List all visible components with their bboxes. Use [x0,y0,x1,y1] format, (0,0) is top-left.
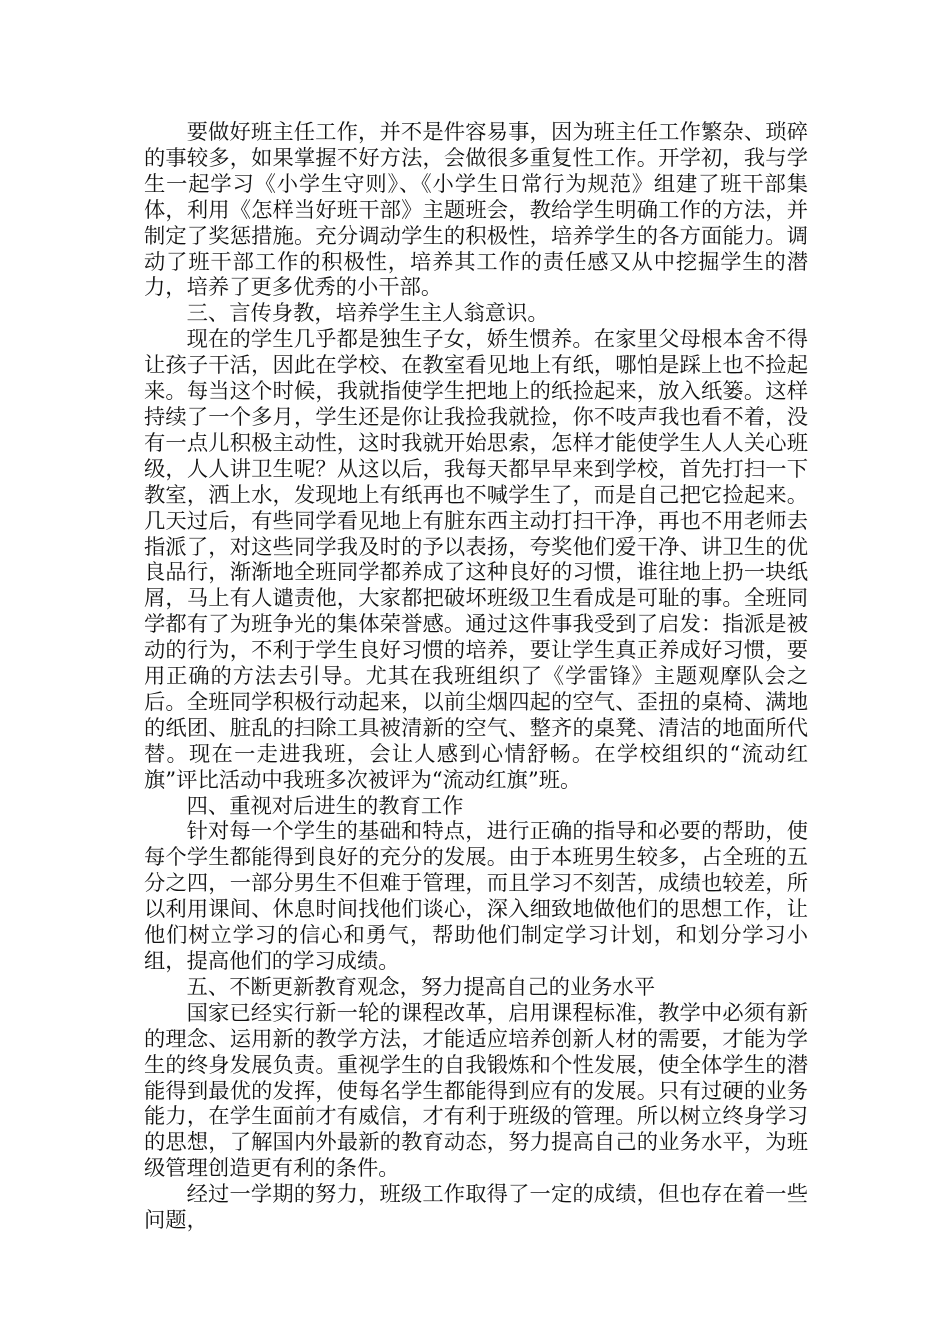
paragraph-underachievers: 针对每一个学生的基础和特点，进行正确的指导和必要的帮助，使每个学生都能得到良好的充分的发展。由于本班男生较多，占全班的五分之四，一部分男生不但难于管理，而且学习不刻苦，成绩也较差，所以利用课间、休息时间找他们谈心，深入细致地做他们的思想工作，让他们树立学习的信心和勇气，帮助他们制定学习计划，和划分学习小组，提高他们的学习成绩。 [144,819,808,974]
section-heading-4: 四、重视对后进生的教育工作 [186,793,464,819]
section-heading-3: 三、言传身教，培养学生主人翁意识。 [186,301,549,327]
paragraph-conclusion: 经过一学期的努力，班级工作取得了一定的成绩，但也存在着一些问题， [144,1182,808,1234]
paragraph-ownership: 现在的学生几乎都是独生子女，娇生惯养。在家里父母根本舍不得让孩子干活，因此在学校、在教室看见地上有纸，哪怕是踩上也不捡起来。每当这个时候，我就指使学生把地上的纸捡起来，放入纸篓。这样持续了一个多月，学生还是你让我捡我就捡，你不吱声我也看不着，没有一点儿积极主动性，这时我就开始思索，怎样才能使学生人人关心班级，人人讲卫生呢？从这以后，我每天都早早来到学校，首先打扫一下教室，洒上水，发现地上有纸再也不喊学生了，而是自己把它捡起来。几天过后，有些同学看见地上有脏东西主动打扫干净，再也不用老师去指派了，对这些同学我及时的予以表扬，夸奖他们爱干净、讲卫生的优良品行，渐渐地全班同学都养成了这种良好的习惯，谁往地上扔一块纸屑，马上有人谴责他，大家都把破坏班级卫生看成是可耻的事。全班同学都有了为班争光的集体荣誉感。通过这件事我受到了启发：指派是被动的行为，不利于学生良好习惯的培养，要让学生真正养成好习惯，要用正确的方法去引导。尤其在我班组织了《学雷锋》主题观摩队会之后。全班同学积极行动起来，以前尘烟四起的空气、歪扭的桌椅、满地的纸团、脏乱的扫除工具被清新的空气、整齐的桌凳、清洁的地面所代替。现在一走进我班，会让人感到心情舒畅。在学校组织的“流动红旗”评比活动中我班多次被评为“流动红旗”班。 [144,327,808,793]
paragraph-class-cadre: 要做好班主任工作，并不是件容易事，因为班主任工作繁杂、琐碎的事较多，如果掌握不好方法，会做很多重复性工作。开学初，我与学生一起学习《小学生守则》、《小学生日常行为规范》组建了班干部集体，利用《怎样当好班干部》主题班会，教给学生明确工作的方法，并制定了奖惩措施。充分调动学生的积极性，培养学生的各方面能力。调动了班干部工作的积极性，培养其工作的责任感又从中挖掘学生的潜力，培养了更多优秀的小干部。 [144,120,808,301]
document-body [144,120,808,1234]
paragraph-education-concepts: 国家已经实行新一轮的课程改革，启用课程标准，教学中必须有新的理念、运用新的教学方法，才能适应培养创新人材的需要，才能为学生的终身发展负责。重视学生的自我锻炼和个性发展，使全体学生的潜能得到最优的发挥，使每名学生都能得到应有的发展。只有过硬的业务能力，在学生面前才有威信，才有利于班级的管理。所以树立终身学习的思想，了解国内外最新的教育动态，努力提高自己的业务水平，为班级管理创造更有利的条件。 [144,1000,808,1182]
section-heading-5: 五、不断更新教育观念，努力提高自己的业务水平 [186,974,656,1000]
